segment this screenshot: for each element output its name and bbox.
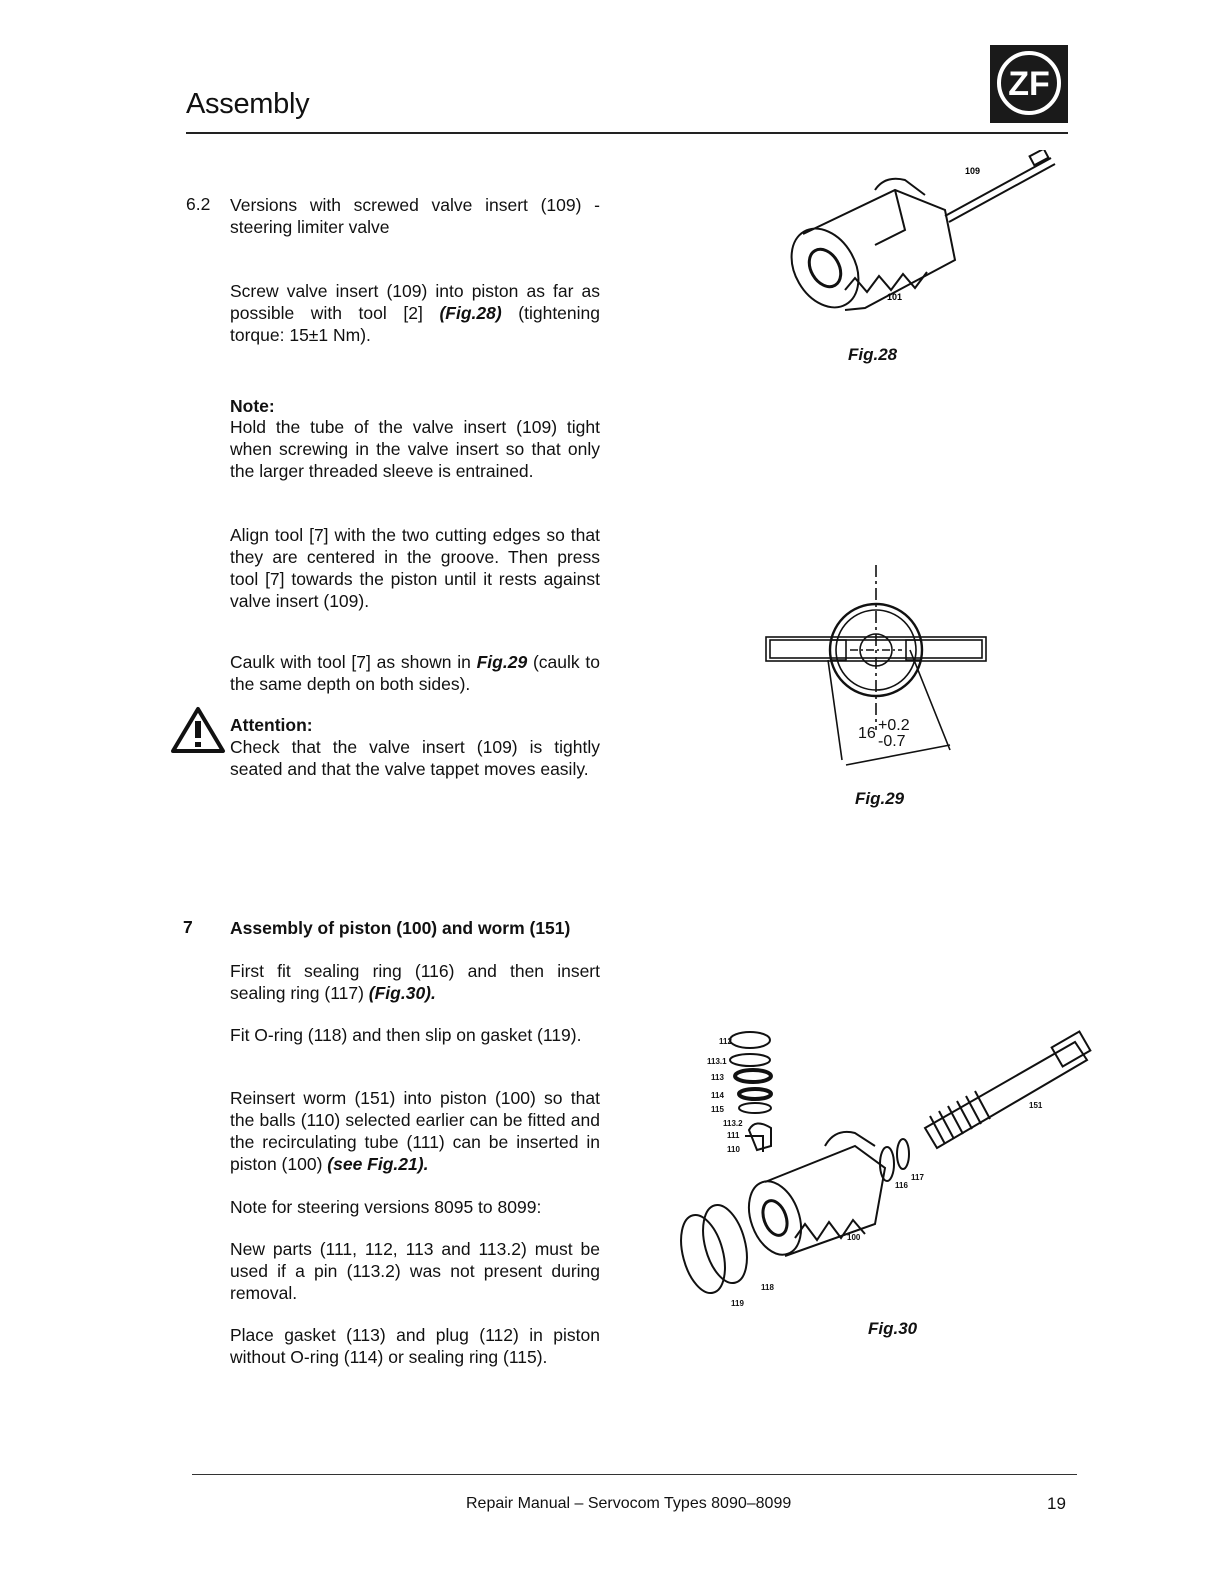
fig30-label-114: 114 bbox=[711, 1091, 724, 1100]
figure-30-drawing bbox=[675, 1018, 1115, 1318]
fig30-label-119: 119 bbox=[731, 1299, 744, 1308]
fig30-label-113: 113 bbox=[711, 1073, 724, 1082]
fig30-label-117: 117 bbox=[911, 1173, 924, 1182]
fig30-label-111: 111 bbox=[727, 1131, 740, 1140]
zf-logo bbox=[990, 45, 1068, 123]
section-6-2-title: Versions with screwed valve insert (109) - steering limiter valve bbox=[230, 195, 600, 237]
fig29-dimension-lower: -0.7 bbox=[878, 733, 906, 750]
figure-30-caption: Fig.30 bbox=[868, 1319, 918, 1338]
section-7-paragraph-2: Fit O-ring (118) and then slip on gasket (119). bbox=[230, 1025, 582, 1045]
fig30-label-113-2: 113.2 bbox=[723, 1119, 743, 1128]
note-text: Hold the tube of the valve insert (109) tight when screwing in the valve insert so that only the larger threaded sleeve is entrained. bbox=[230, 417, 600, 481]
section-6-2-number: 6.2 bbox=[186, 194, 211, 214]
figure-28-drawing bbox=[775, 150, 1065, 335]
note-label: Note: bbox=[230, 396, 275, 416]
fig30-label-116: 116 bbox=[895, 1181, 908, 1190]
section-6-2-paragraph-1: Screw valve insert (109) into piston as far as possible with tool [2] (Fig.28) (tightening torque: 15±1 Nm). bbox=[230, 281, 601, 345]
section-7-paragraph-5: New parts (111, 112, 113 and 113.2) must be used if a pin (113.2) was not present during removal. bbox=[230, 1239, 600, 1303]
fig29-dimension-base: 16 bbox=[858, 725, 876, 742]
page-number: 19 bbox=[1047, 1494, 1066, 1513]
section-7-title: Assembly of piston (100) and worm (151) bbox=[230, 918, 571, 938]
attention-text: Check that the valve insert (109) is tightly seated and that the valve tappet moves easily. bbox=[230, 737, 600, 779]
fig30-label-151: 151 bbox=[1029, 1101, 1043, 1110]
page-title: Assembly bbox=[186, 88, 310, 120]
fig29-dimension-upper: +0.2 bbox=[878, 717, 910, 734]
attention-label: Attention: bbox=[230, 715, 313, 735]
fig30-label-118: 118 bbox=[761, 1283, 774, 1292]
fig30-label-113-1: 113.1 bbox=[707, 1057, 727, 1066]
header-rule bbox=[186, 132, 1068, 134]
fig30-label-112: 112 bbox=[719, 1037, 732, 1046]
section-7-number: 7 bbox=[183, 917, 193, 937]
figure-29-caption: Fig.29 bbox=[855, 789, 905, 808]
section-6-2-paragraph-2: Align tool [7] with the two cutting edges so that they are centered in the groove. Then press tool [7] towards the piston until it rests against valve insert (109). bbox=[230, 525, 600, 611]
fig30-label-100: 100 bbox=[847, 1233, 861, 1242]
footer-manual-title: Repair Manual – Servocom Types 8090–8099 bbox=[466, 1495, 792, 1512]
figure-29-drawing bbox=[760, 560, 1000, 775]
fig28-label-101: 101 bbox=[887, 292, 903, 302]
fig30-label-110: 110 bbox=[727, 1145, 740, 1154]
section-7-paragraph-6: Place gasket (113) and plug (112) in piston without O-ring (114) or sealing ring (115). bbox=[230, 1325, 600, 1367]
logo-text: ZF bbox=[1008, 65, 1050, 103]
section-7-paragraph-1: First fit sealing ring (116) and then insert sealing ring (117) (Fig.30). bbox=[230, 961, 600, 1003]
fig30-label-115: 115 bbox=[711, 1105, 724, 1114]
figure-28-caption: Fig.28 bbox=[848, 345, 898, 364]
fig28-label-109: 109 bbox=[965, 166, 981, 176]
section-7-paragraph-3: Reinsert worm (151) into piston (100) so that the balls (110) selected earlier can be fitted and the recirculating tube (111) can be inserted in piston (100) (see Fig.21). bbox=[230, 1088, 600, 1174]
section-7-paragraph-4: Note for steering versions 8095 to 8099: bbox=[230, 1197, 542, 1217]
section-6-2-paragraph-3: Caulk with tool [7] as shown in Fig.29 (caulk to the same depth on both sides). bbox=[230, 652, 600, 694]
warning-icon bbox=[170, 706, 226, 754]
footer-rule bbox=[192, 1474, 1077, 1475]
